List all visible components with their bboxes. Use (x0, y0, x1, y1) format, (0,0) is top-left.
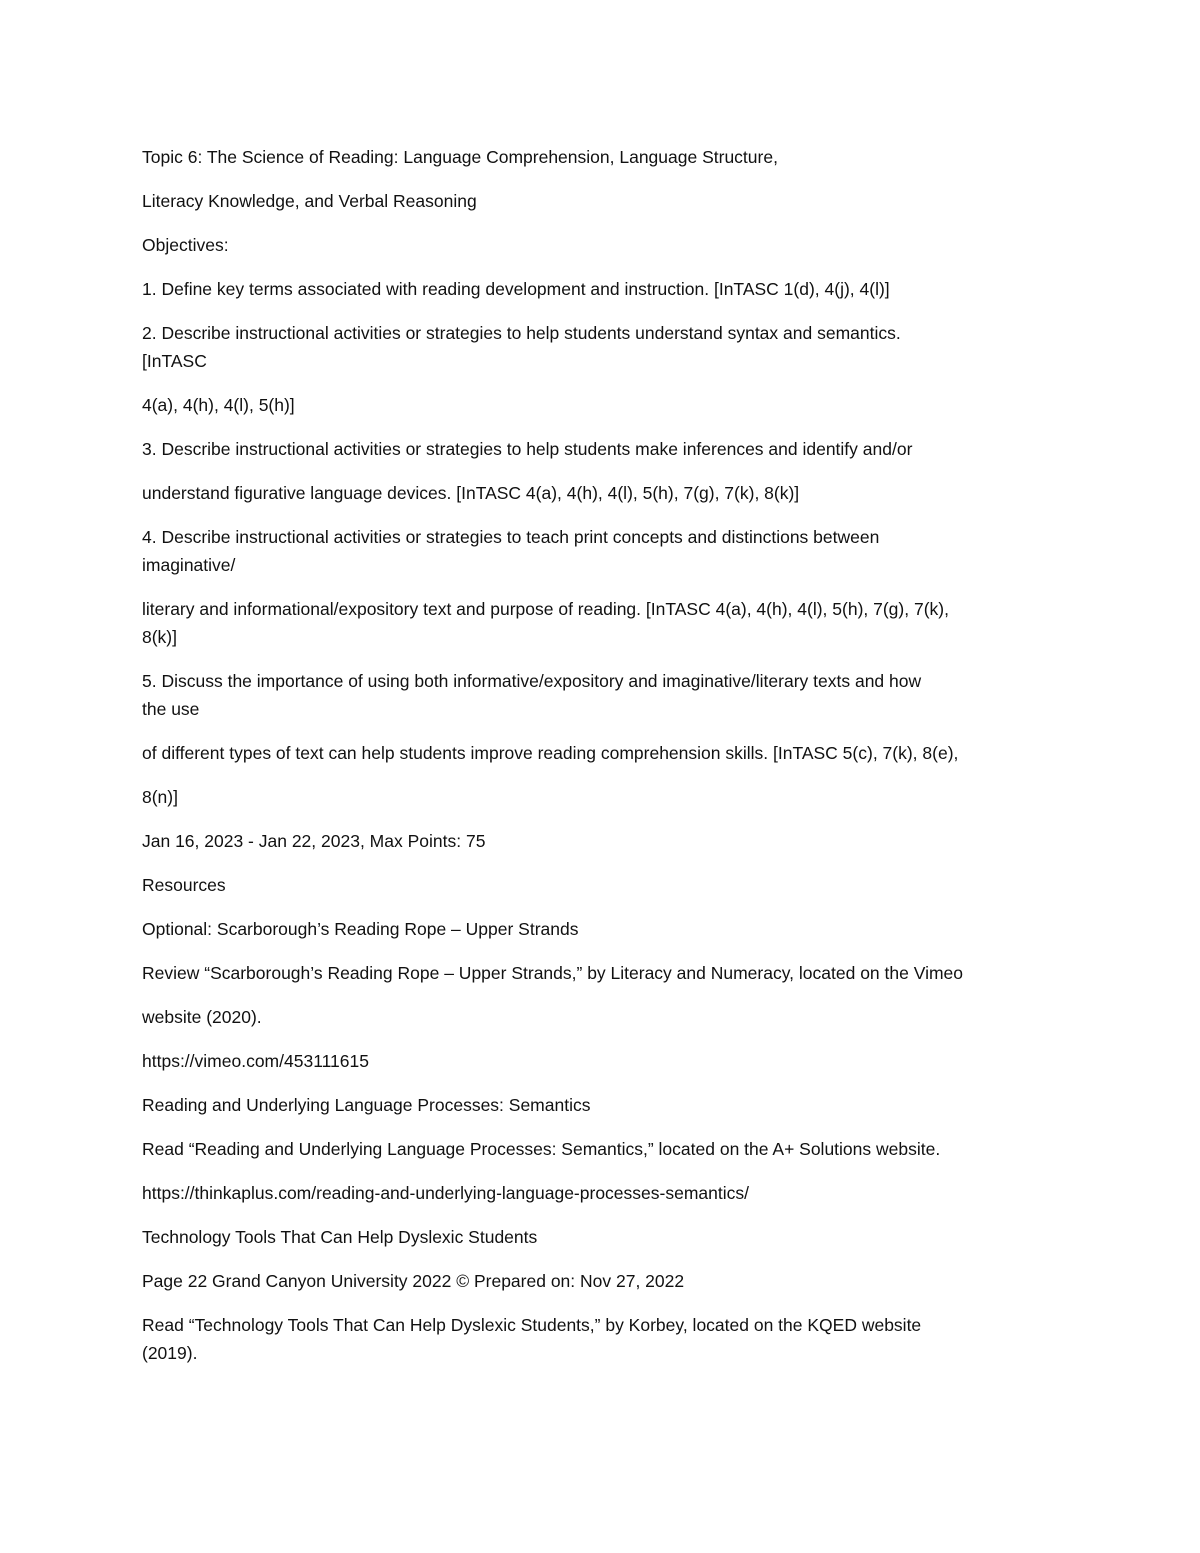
resource-1-title: Optional: Scarborough’s Reading Rope – Upper Strands (142, 919, 579, 939)
resource-2-title: Reading and Underlying Language Processes: Semantics (142, 1095, 591, 1115)
page-footer: Page 22 Grand Canyon University 2022 © Prepared on: Nov 27, 2022 (142, 1271, 685, 1291)
objective-5-line-1: 5. Discuss the importance of using both informative/expository and imaginative/literary texts and how (142, 671, 922, 691)
objective-2-line-2: [InTASC (142, 351, 207, 371)
date-range-points: Jan 16, 2023 - Jan 22, 2023, Max Points: 75 (142, 831, 486, 851)
objective-5-line-3: of different types of text can help students improve reading comprehension skills. [InTASC 5(c), 7(k), 8(e), (142, 743, 959, 763)
resource-1-link[interactable]: https://vimeo.com/453111615 (142, 1051, 369, 1071)
topic-title-line-2: Literacy Knowledge, and Verbal Reasoning (142, 191, 477, 211)
objective-4-line-4: 8(k)] (142, 627, 177, 647)
topic-title-line-1: Topic 6: The Science of Reading: Language Comprehension, Language Structure, (142, 147, 778, 167)
resource-1-description-line-1: Review “Scarborough’s Reading Rope – Upper Strands,” by Literacy and Numeracy, located on the Vimeo (142, 963, 963, 983)
objectives-heading: Objectives: (142, 235, 229, 255)
objective-3-line-1: 3. Describe instructional activities or strategies to help students make inferences and identify and/or (142, 439, 913, 459)
resource-1-description-line-2: website (2020). (142, 1007, 262, 1027)
resource-3-title: Technology Tools That Can Help Dyslexic Students (142, 1227, 538, 1247)
objective-1: 1. Define key terms associated with reading development and instruction. [InTASC 1(d), 4(j), 4(l)] (142, 279, 890, 299)
objective-5-line-2: the use (142, 699, 200, 719)
objective-4-line-2: imaginative/ (142, 555, 236, 575)
resources-heading: Resources (142, 875, 226, 895)
objective-4-line-1: 4. Describe instructional activities or strategies to teach print concepts and distinctions between (142, 527, 880, 547)
objective-2-line-1: 2. Describe instructional activities or strategies to help students understand syntax and semantics. (142, 323, 901, 343)
objective-3-line-2: understand figurative language devices. [InTASC 4(a), 4(h), 4(l), 5(h), 7(g), 7(k), 8(k)] (142, 483, 800, 503)
document-body (142, 143, 1072, 1367)
objective-2-line-3: 4(a), 4(h), 4(l), 5(h)] (142, 395, 295, 415)
resource-2-description: Read “Reading and Underlying Language Processes: Semantics,” located on the A+ Solutions website. (142, 1139, 941, 1159)
objective-4-line-3: literary and informational/expository text and purpose of reading. [InTASC 4(a), 4(h), 4(l), 5(h), 7(g), 7(k), (142, 599, 949, 619)
resource-2-link[interactable]: https://thinkaplus.com/reading-and-underlying-language-processes-semantics/ (142, 1183, 749, 1203)
resource-3-description-line-1: Read “Technology Tools That Can Help Dyslexic Students,” by Korbey, located on the KQED website (142, 1315, 922, 1335)
resource-3-description-line-2: (2019). (142, 1343, 198, 1363)
objective-5-line-4: 8(n)] (142, 787, 178, 807)
